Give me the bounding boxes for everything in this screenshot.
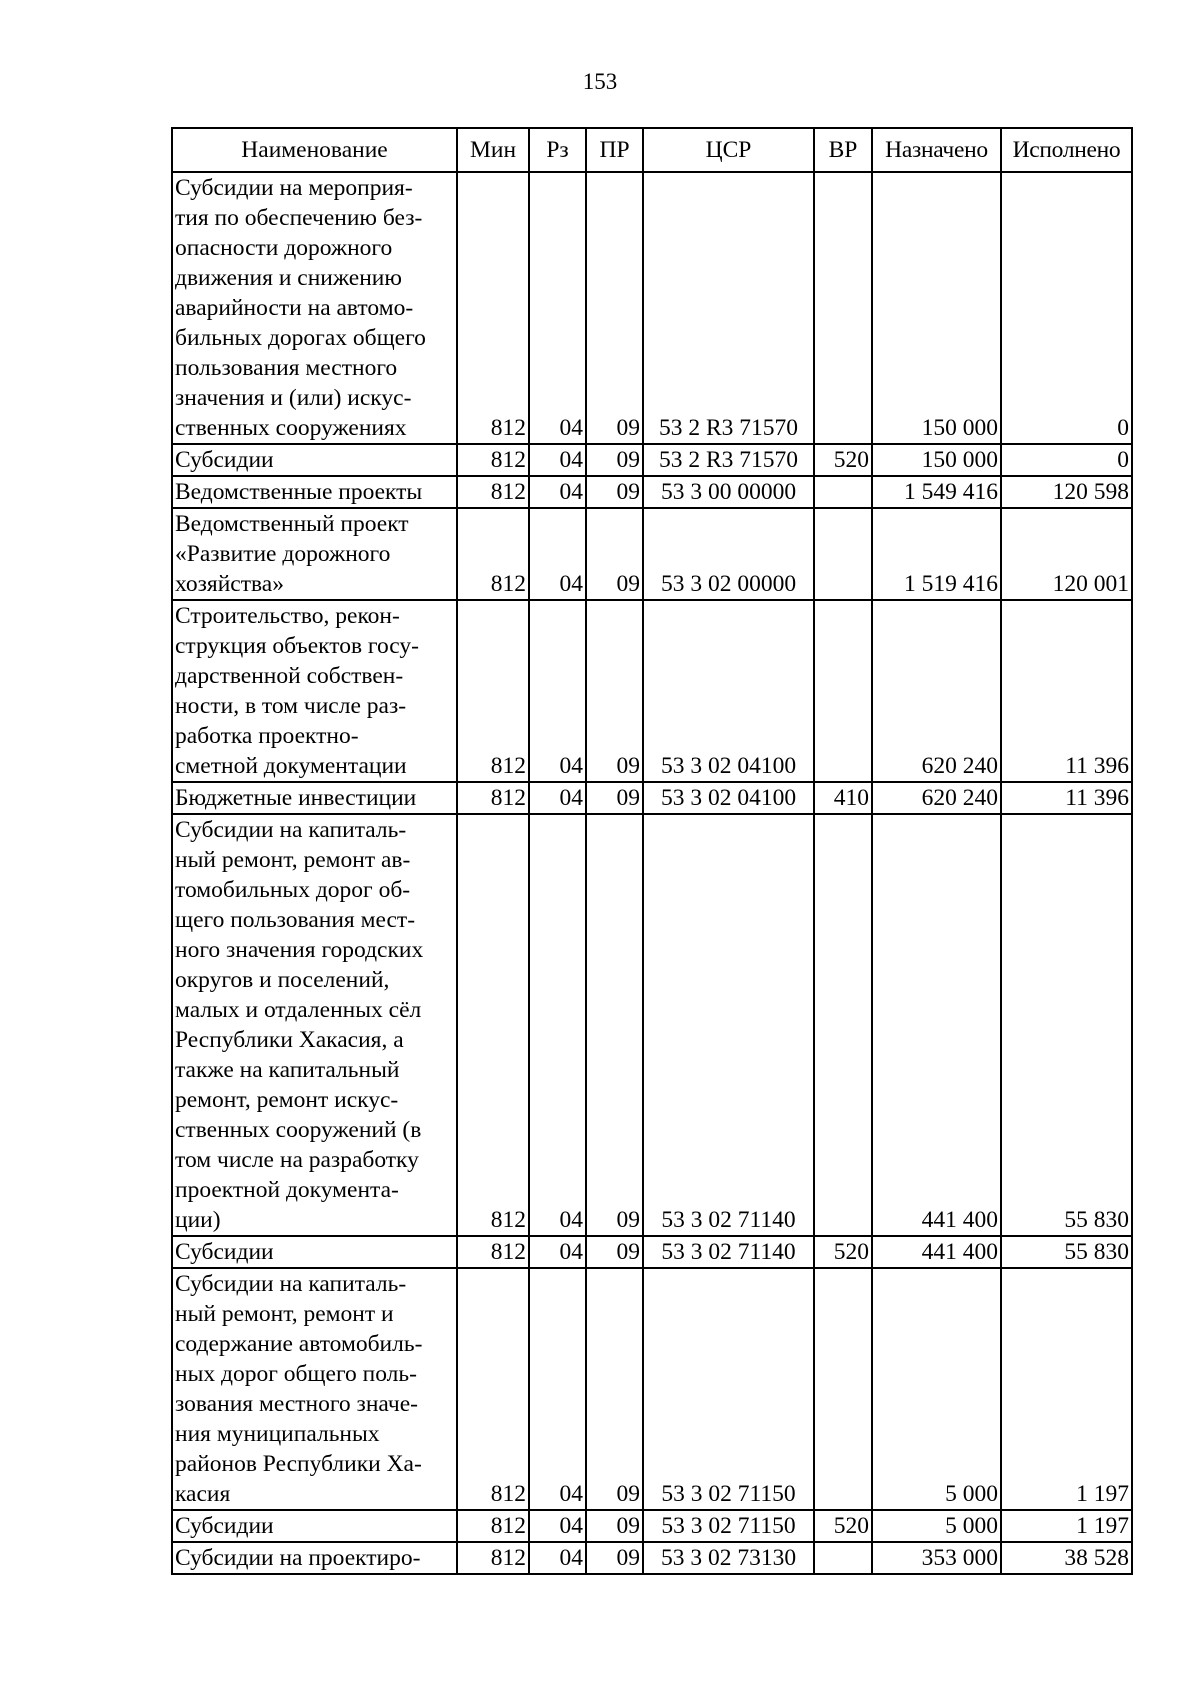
cell-assigned: 353 000 (872, 1542, 1001, 1574)
cell-vr: 520 (814, 444, 872, 476)
cell-name (172, 508, 457, 600)
cell-name-line: Субсидии на капиталь- (175, 1271, 407, 1297)
cell-pr: 09 (586, 1510, 643, 1542)
cell-name-line: ный ремонт, ремонт ав- (175, 847, 411, 873)
cell-rz: 04 (529, 172, 586, 444)
cell-name (172, 476, 457, 508)
cell-rz: 04 (529, 1542, 586, 1574)
cell-csr: 53 2 R3 71570 (643, 444, 814, 476)
page-number: 153 (582, 69, 618, 94)
cell-csr: 53 3 02 71140 (643, 1236, 814, 1268)
table-body (172, 172, 1132, 1574)
cell-pr: 09 (586, 508, 643, 600)
cell-min: 812 (457, 508, 529, 600)
cell-min: 812 (457, 172, 529, 444)
cell-min: 812 (457, 476, 529, 508)
table-header-row (172, 128, 1132, 172)
cell-name-line: малых и отдаленных сёл (175, 997, 422, 1023)
cell-assigned: 441 400 (872, 1236, 1001, 1268)
table-row (172, 1542, 1132, 1574)
cell-name (172, 444, 457, 476)
cell-name-line: зования местного значе- (175, 1391, 418, 1417)
cell-name-line: хозяйства» (175, 571, 284, 597)
cell-vr (814, 1268, 872, 1510)
cell-executed: 38 528 (1001, 1542, 1132, 1574)
cell-vr: 520 (814, 1510, 872, 1542)
cell-executed: 1 197 (1001, 1268, 1132, 1510)
cell-min: 812 (457, 1542, 529, 1574)
cell-min: 812 (457, 444, 529, 476)
cell-name-line: ный ремонт, ремонт и (175, 1301, 394, 1327)
cell-csr: 53 3 02 71150 (643, 1268, 814, 1510)
table-row (172, 172, 1132, 444)
cell-rz: 04 (529, 600, 586, 782)
cell-assigned: 441 400 (872, 814, 1001, 1236)
cell-name-line: томобильных дорог об- (175, 877, 411, 903)
cell-pr: 09 (586, 444, 643, 476)
header-min: Мин (457, 128, 529, 172)
cell-name-line: Республики Хакасия, а (175, 1027, 404, 1053)
cell-name-line: ности, в том числе раз- (175, 693, 407, 719)
cell-pr: 09 (586, 172, 643, 444)
cell-executed: 0 (1001, 444, 1132, 476)
header-csr: ЦСР (643, 128, 814, 172)
cell-vr (814, 508, 872, 600)
cell-name-line: Бюджетные инвестиции (175, 785, 417, 811)
cell-name-line: тия по обеспечению без- (175, 205, 423, 231)
cell-name (172, 600, 457, 782)
cell-min: 812 (457, 782, 529, 814)
cell-min: 812 (457, 1236, 529, 1268)
cell-name-line: Ведомственные проекты (175, 479, 423, 505)
cell-name-line: ции) (175, 1207, 221, 1233)
cell-name-line: дарственной собствен- (175, 663, 404, 689)
cell-rz: 04 (529, 782, 586, 814)
cell-csr: 53 3 02 00000 (643, 508, 814, 600)
table-row (172, 1236, 1132, 1268)
cell-min: 812 (457, 600, 529, 782)
cell-vr (814, 600, 872, 782)
cell-csr: 53 3 02 04100 (643, 600, 814, 782)
cell-pr: 09 (586, 814, 643, 1236)
cell-vr (814, 1542, 872, 1574)
table-row (172, 1510, 1132, 1542)
cell-name-line: работка проектно- (175, 723, 359, 749)
cell-name-line: ного значения городских (175, 937, 424, 963)
cell-name (172, 1510, 457, 1542)
cell-executed: 55 830 (1001, 1236, 1132, 1268)
cell-name-line: округов и поселений, (175, 967, 390, 993)
table-row (172, 600, 1132, 782)
cell-name-line: том числе на разработку (175, 1147, 419, 1173)
cell-assigned: 620 240 (872, 600, 1001, 782)
cell-pr: 09 (586, 1542, 643, 1574)
table-row (172, 814, 1132, 1236)
cell-min: 812 (457, 1510, 529, 1542)
header-name: Наименование (172, 128, 457, 172)
cell-rz: 04 (529, 1268, 586, 1510)
header-vr: ВР (814, 128, 872, 172)
header-assigned: Назначено (872, 128, 1001, 172)
cell-rz: 04 (529, 814, 586, 1236)
cell-vr: 520 (814, 1236, 872, 1268)
cell-name-line: сметной документации (175, 753, 407, 779)
cell-assigned: 1 519 416 (872, 508, 1001, 600)
cell-name-line: содержание автомобиль- (175, 1331, 423, 1357)
cell-name-line: Субсидии на капиталь- (175, 817, 407, 843)
budget-table (171, 127, 1133, 1575)
cell-assigned: 150 000 (872, 444, 1001, 476)
cell-name (172, 782, 457, 814)
cell-executed: 120 001 (1001, 508, 1132, 600)
cell-name-line: Субсидии на мероприя- (175, 175, 413, 201)
cell-name-line: опасности дорожного (175, 235, 393, 261)
table-row (172, 444, 1132, 476)
cell-name-line: «Развитие дорожного (175, 541, 391, 567)
cell-name (172, 814, 457, 1236)
cell-pr: 09 (586, 782, 643, 814)
cell-assigned: 620 240 (872, 782, 1001, 814)
cell-name-line: ных дорог общего поль- (175, 1361, 417, 1387)
cell-vr (814, 476, 872, 508)
cell-min: 812 (457, 814, 529, 1236)
cell-name-line: Субсидии (175, 1239, 274, 1265)
cell-name (172, 1542, 457, 1574)
table-row (172, 782, 1132, 814)
cell-executed: 120 598 (1001, 476, 1132, 508)
cell-name-line: Субсидии на проектиро- (175, 1545, 421, 1571)
cell-name-line: аварийности на автомо- (175, 295, 414, 321)
cell-pr: 09 (586, 1236, 643, 1268)
cell-rz: 04 (529, 476, 586, 508)
cell-name-line: районов Республики Ха- (175, 1451, 422, 1477)
cell-pr: 09 (586, 1268, 643, 1510)
cell-name-line: Субсидии (175, 1513, 274, 1539)
cell-name-line: значения и (или) искус- (175, 385, 412, 411)
cell-name (172, 1236, 457, 1268)
cell-rz: 04 (529, 1510, 586, 1542)
cell-executed: 0 (1001, 172, 1132, 444)
table-row (172, 1268, 1132, 1510)
cell-vr: 410 (814, 782, 872, 814)
cell-rz: 04 (529, 444, 586, 476)
cell-pr: 09 (586, 476, 643, 508)
cell-csr: 53 3 02 04100 (643, 782, 814, 814)
cell-name-line: движения и снижению (175, 265, 402, 291)
cell-executed: 11 396 (1001, 600, 1132, 782)
cell-csr: 53 3 02 73130 (643, 1542, 814, 1574)
cell-csr: 53 3 02 71140 (643, 814, 814, 1236)
cell-name-line: бильных дорогах общего (175, 325, 426, 351)
cell-pr: 09 (586, 600, 643, 782)
cell-vr (814, 814, 872, 1236)
table-row (172, 476, 1132, 508)
cell-executed: 11 396 (1001, 782, 1132, 814)
header-executed: Исполнено (1001, 128, 1132, 172)
cell-rz: 04 (529, 1236, 586, 1268)
cell-assigned: 150 000 (872, 172, 1001, 444)
cell-name-line: ния муниципальных (175, 1421, 380, 1447)
table-row (172, 508, 1132, 600)
cell-name-line: Субсидии (175, 447, 274, 473)
cell-name-line: ственных сооружений (в (175, 1117, 422, 1143)
cell-assigned: 5 000 (872, 1268, 1001, 1510)
cell-executed: 1 197 (1001, 1510, 1132, 1542)
cell-csr: 53 3 02 71150 (643, 1510, 814, 1542)
cell-csr: 53 2 R3 71570 (643, 172, 814, 444)
cell-name-line: также на капитальный (175, 1057, 400, 1083)
cell-name-line: ремонт, ремонт искус- (175, 1087, 399, 1113)
cell-assigned: 5 000 (872, 1510, 1001, 1542)
cell-name-line: Ведомственный проект (175, 511, 409, 537)
cell-executed: 55 830 (1001, 814, 1132, 1236)
cell-csr: 53 3 00 00000 (643, 476, 814, 508)
cell-name-line: струкция объектов госу- (175, 633, 420, 659)
cell-name-line: ственных сооружениях (175, 415, 407, 441)
cell-name-line: Строительство, рекон- (175, 603, 400, 629)
cell-name-line: касия (175, 1481, 231, 1507)
cell-name-line: пользования местного (175, 355, 398, 381)
cell-name-line: щего пользования мест- (175, 907, 416, 933)
cell-name (172, 1268, 457, 1510)
cell-vr (814, 172, 872, 444)
cell-name-line: проектной документа- (175, 1177, 399, 1203)
cell-name (172, 172, 457, 444)
cell-rz: 04 (529, 508, 586, 600)
cell-min: 812 (457, 1268, 529, 1510)
header-pr: ПР (586, 128, 643, 172)
header-rz: Рз (529, 128, 586, 172)
cell-assigned: 1 549 416 (872, 476, 1001, 508)
